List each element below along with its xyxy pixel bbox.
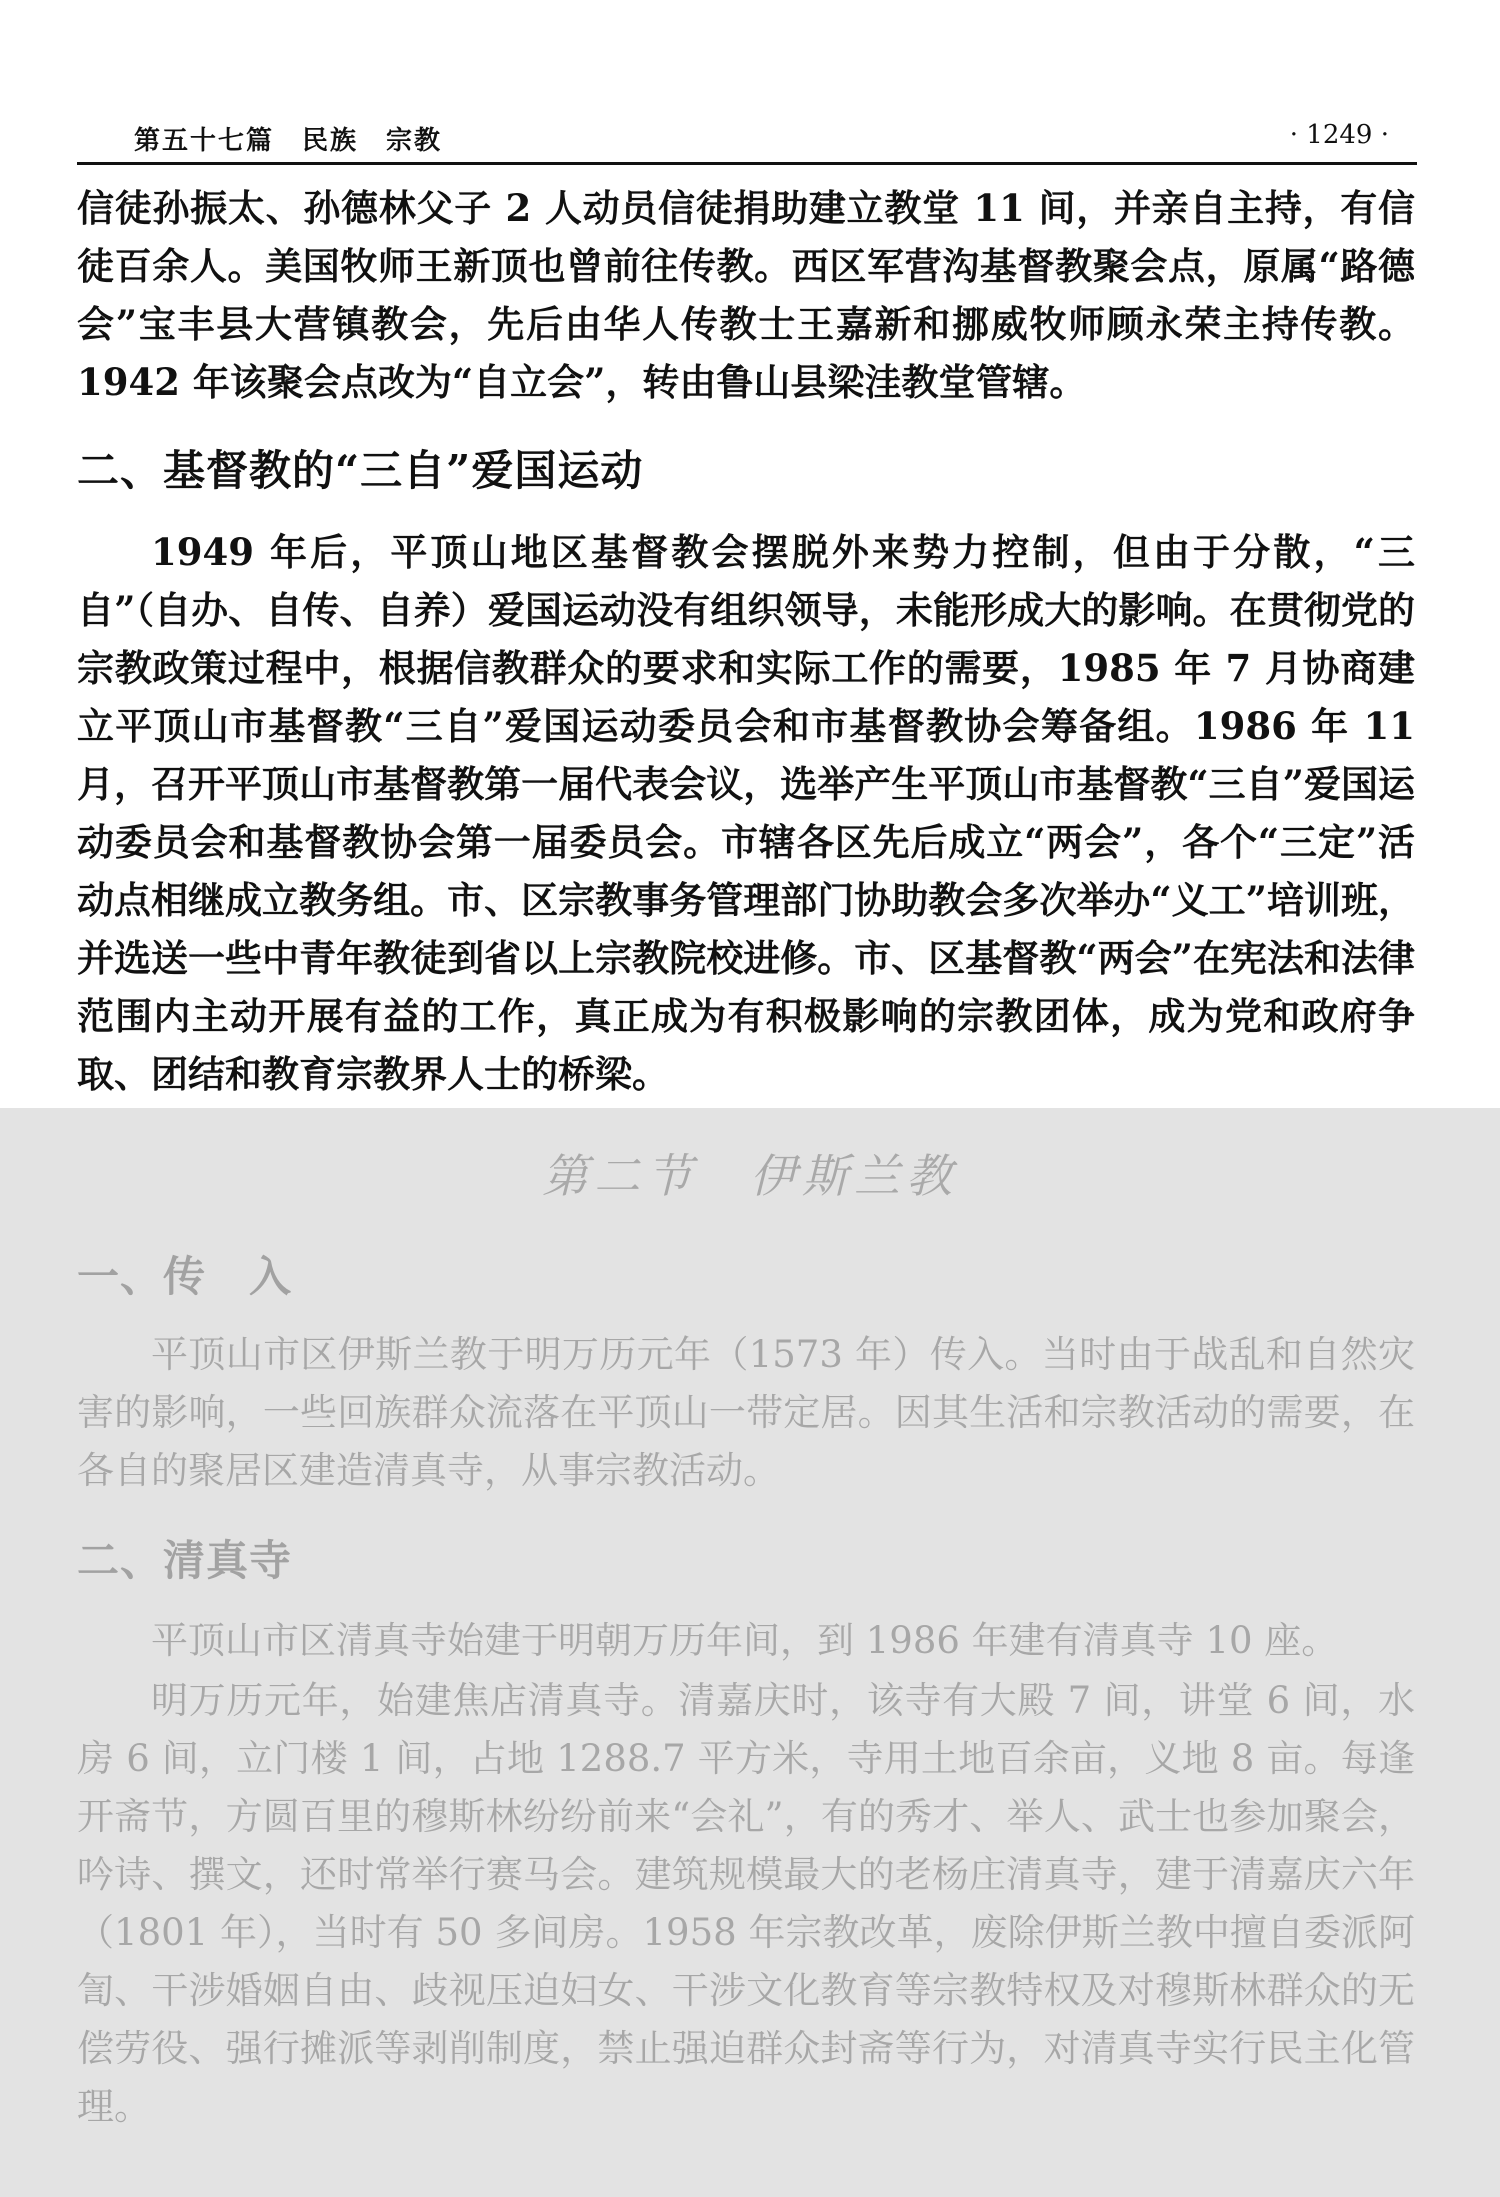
paragraph-three-self-movement: 1949 年后，平顶山地区基督教会摆脱外来势力控制，但由于分散，“三自”（自办、自传、自养）爱国运动没有组织领导，未能形成大的影响。在贯彻党的宗教政策过程中，根据信教群众的要求和实际工作的需要，1985 年 7 月协商建立平顶山市基督教“三自”爱国运动委员会和市基督教协会筹备组。1986 年 11 月，召开平顶山市基督教第一届代表会议，选举产生平顶山市基督教“三自”爱国运动委员会和基督教协会第一届委员会。市辖各区先后成立“两会”，各个“三定”活动点相继成立教务组。市、区宗教事务管理部门协助教会多次举办“义工”培训班，并选送一些中青年教徒到省以上宗教院校进修。市、区基督教“两会”在宪法和法律范围内主动开展有益的工作，真正成为有积极影响的宗教团体，成为党和政府争取、团结和教育宗教界人士的桥梁。 [77,530,1415,1096]
running-header [77,112,1417,165]
section-title-mosques: 二、清真寺 [77,1536,293,1585]
paragraph-christian-history: 信徒孙振太、孙德林父子 2 人动员信徒捐助建立教堂 11 间，并亲自主持，有信徒百余人。美国牧师王新顶也曾前往传教。西区军营沟基督教聚会点，原属“路德会”宝丰县大营镇教会，先后由华人传教士王嘉新和挪威牧师顾永荣主持传教。1942 年该聚会点改为“自立会”，转由鲁山县梁洼教堂管辖。 [77,186,1415,404]
paragraph-mosque-count: 平顶山市区清真寺始建于明朝万历年间，到 1986 年建有清真寺 10 座。 [151,1619,1339,1662]
section-title-introduction: 一、传 入 [77,1252,293,1301]
chapter-title-islam: 第二节 伊斯兰教 [542,1149,958,1203]
page-number: · 1249 · [1289,120,1389,150]
paragraph-mosque-history: 明万历元年，始建焦店清真寺。清嘉庆时，该寺有大殿 7 间，讲堂 6 间，水房 6 间，立门楼 1 间，占地 1288.7 平方米，寺用土地百余亩，义地 8 亩。每逢开斋节，方圆百里的穆斯林纷纷前来“会礼”，有的秀才、举人、武士也参加聚会，吟诗、撰文，还时常举行赛马会。建筑规模最大的老杨庄清真寺，建于清嘉庆六年（1801 年），当时有 50 多间房。1958 年宗教改革，废除伊斯兰教中擅自委派阿訇、干涉婚姻自由、歧视压迫妇女、干涉文化教育等宗教特权及对穆斯林群众的无偿劳役、强行摊派等剥削制度，禁止强迫群众封斋等行为，对清真寺实行民主化管理。 [77,1679,1415,2128]
section-title-three-self: 二、基督教的“三自”爱国运动 [77,446,644,495]
paragraph-islam-introduction: 平顶山市区伊斯兰教于明万历元年（1573 年）传入。当时由于战乱和自然灾害的影响，一些回族群众流落在平顶山一带定居。因其生活和宗教活动的需要，在各自的聚居区建造清真寺，从事宗教活动。 [77,1333,1415,1492]
header-title: 第五十七篇 民族 宗教 [134,126,443,156]
